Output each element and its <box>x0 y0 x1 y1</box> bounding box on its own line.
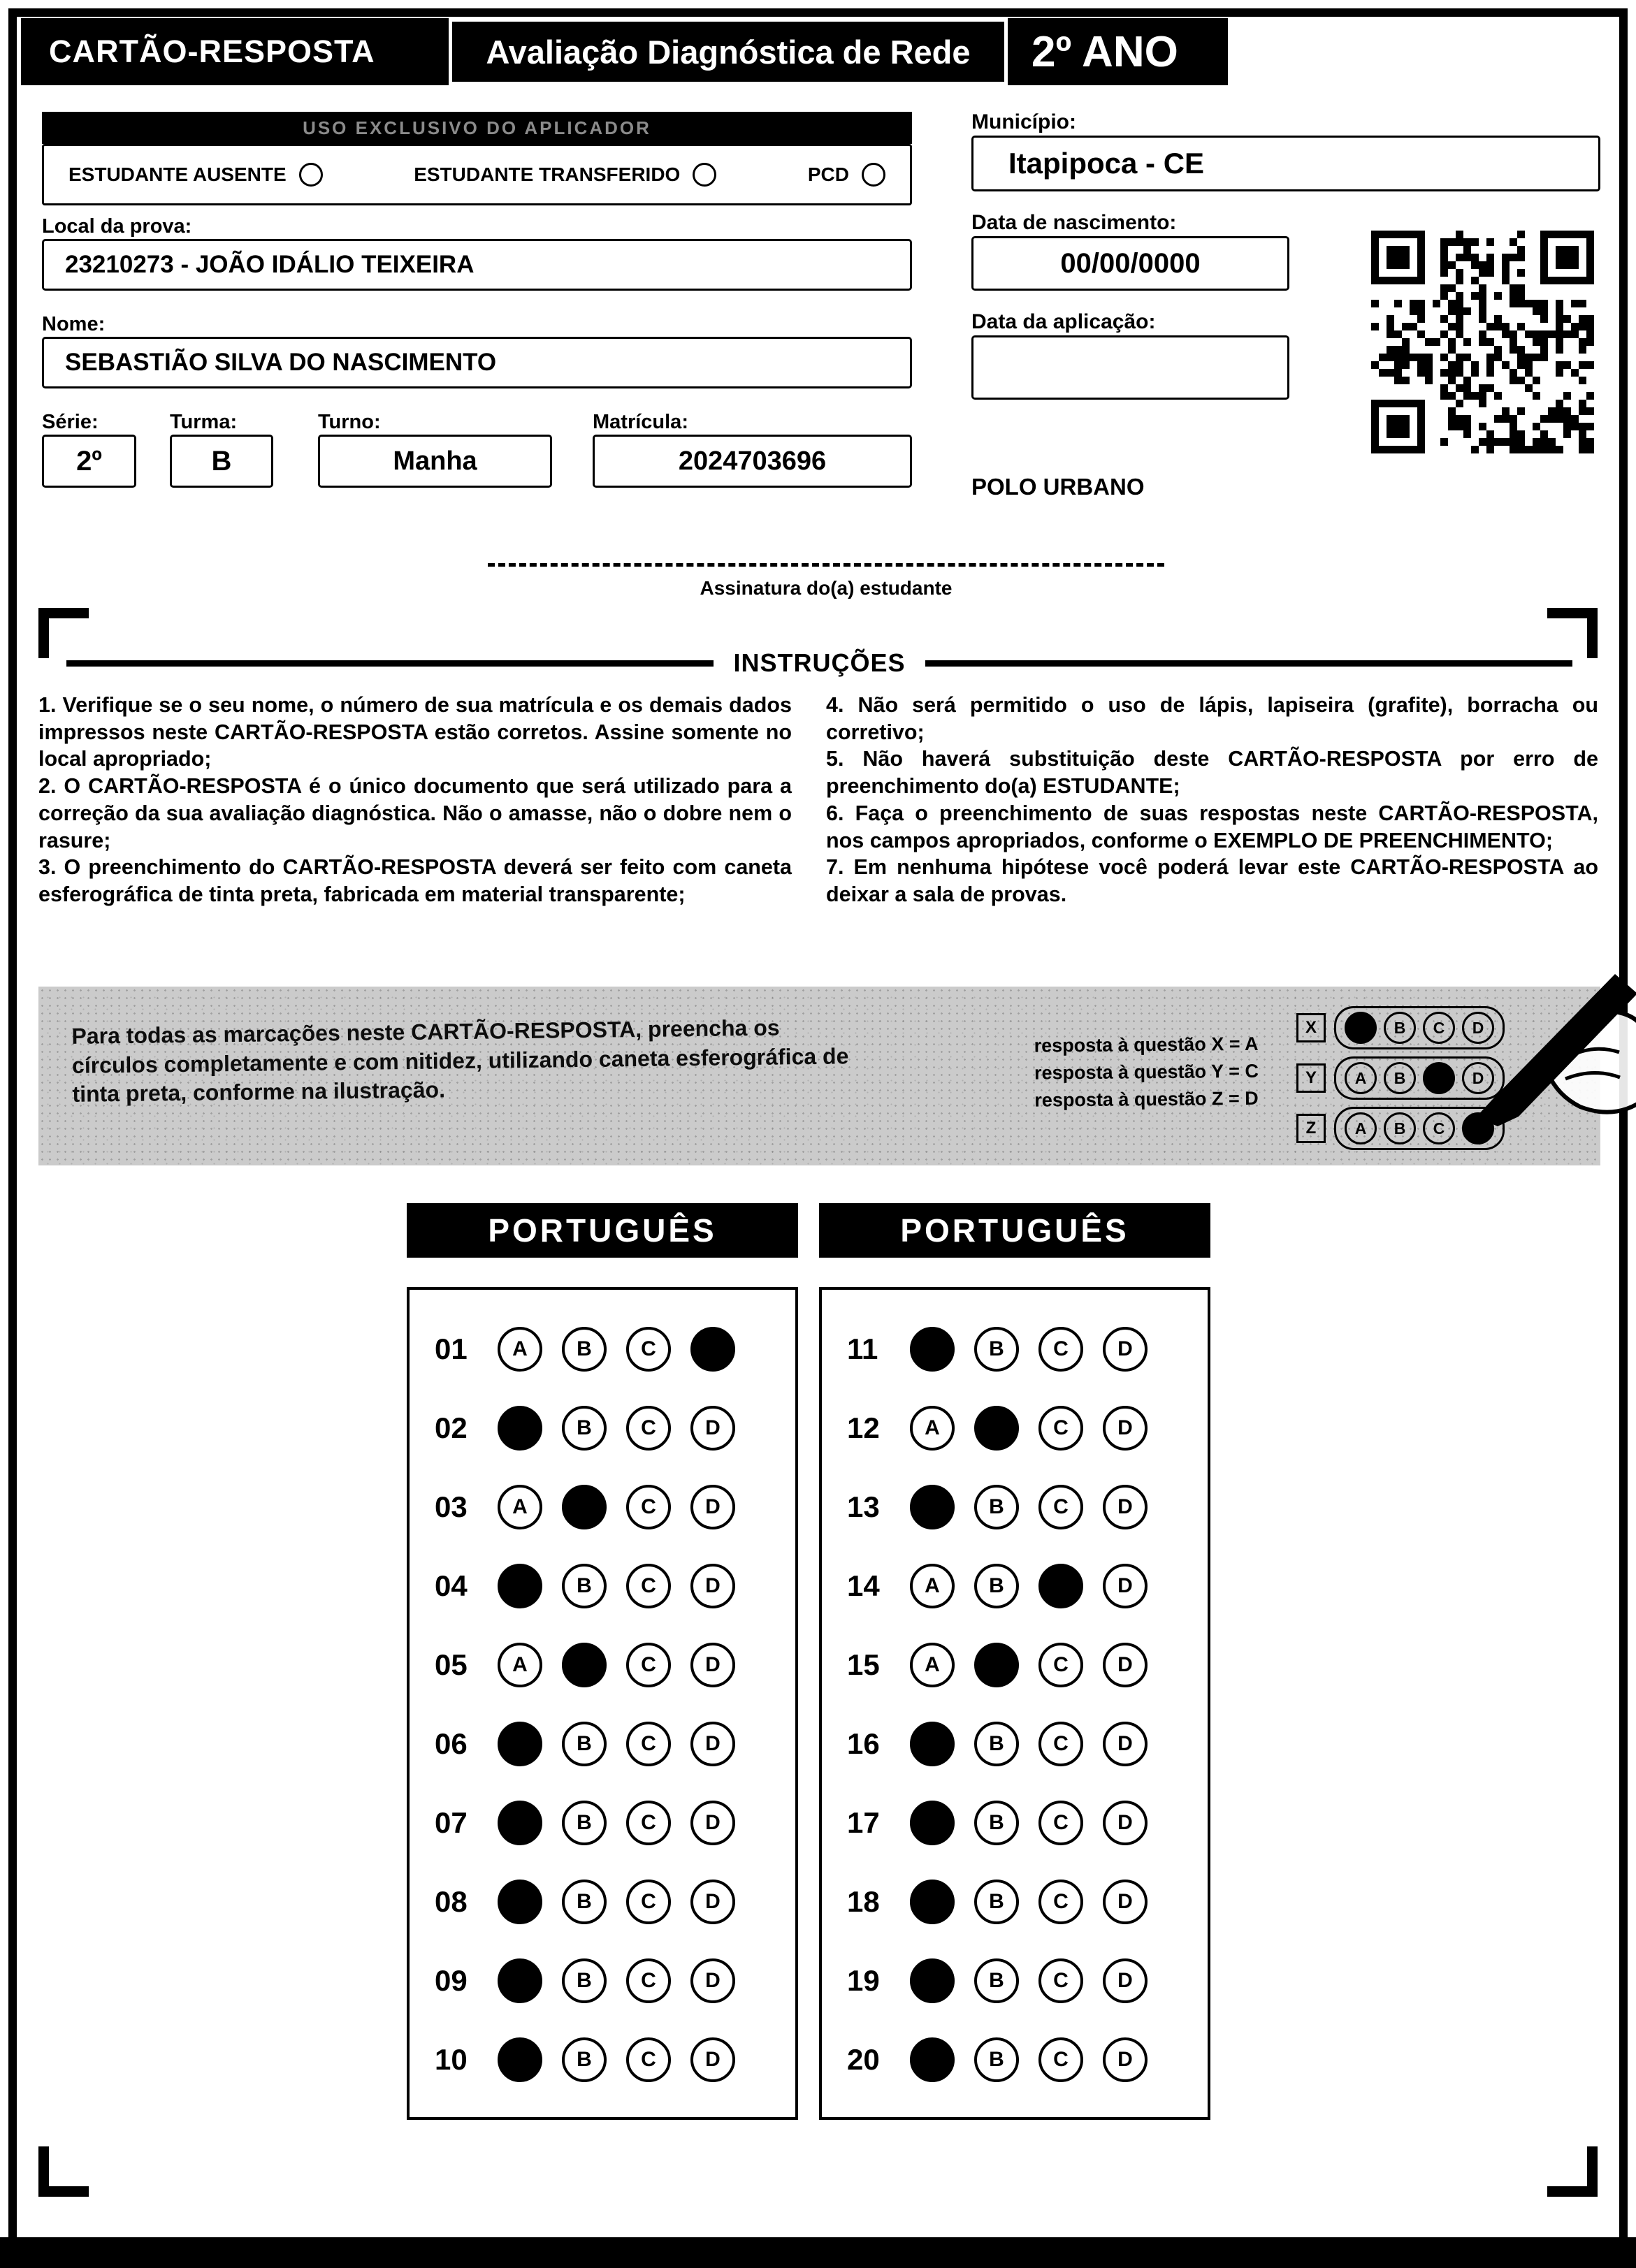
bubble-02-c[interactable]: C <box>626 1406 671 1451</box>
question-number: 15 <box>847 1648 880 1681</box>
turma-value: B <box>170 435 273 488</box>
checkbox-label: PCD <box>807 163 849 185</box>
example-row-label: X <box>1296 1013 1326 1042</box>
question-row-19 <box>847 1941 1208 2020</box>
grade-badge: 2º ANO <box>1008 18 1228 85</box>
bubble-04-b[interactable]: B <box>562 1564 607 1608</box>
bubble-01-b[interactable]: B <box>562 1327 607 1372</box>
question-row-14 <box>847 1546 1208 1625</box>
answer-column-1 <box>407 1203 798 2120</box>
subject-header-portugues: PORTUGUÊS <box>819 1203 1210 1258</box>
bubble-04-a[interactable] <box>498 1564 542 1608</box>
bubble-18-c[interactable]: C <box>1038 1880 1083 1924</box>
bubble-17-b[interactable]: B <box>974 1801 1019 1845</box>
question-number: 19 <box>847 1963 880 1997</box>
data-nascimento-value: 00/00/0000 <box>971 236 1289 291</box>
header <box>21 18 1228 85</box>
example-bubble-z-c: C <box>1423 1112 1455 1144</box>
bubble-09-c[interactable]: C <box>626 1958 671 2003</box>
bubble-03-d[interactable]: D <box>690 1485 735 1529</box>
bubble-11-c[interactable]: C <box>1038 1327 1083 1372</box>
bubble-05-a[interactable]: A <box>498 1643 542 1687</box>
bubble-13-c[interactable]: C <box>1038 1485 1083 1529</box>
question-number: 12 <box>847 1411 880 1444</box>
question-number: 03 <box>435 1490 468 1523</box>
question-number: 16 <box>847 1727 880 1760</box>
bubble-18-d[interactable]: D <box>1103 1880 1148 1924</box>
bubble-12-c[interactable]: C <box>1038 1406 1083 1451</box>
bubble-01-c[interactable]: C <box>626 1327 671 1372</box>
data-aplicacao-label: Data da aplicação: <box>971 310 1156 333</box>
applicator-section-title: USO EXCLUSIVO DO APLICADOR <box>42 112 912 144</box>
bubble-10-d[interactable]: D <box>690 2037 735 2082</box>
bubble-06-a[interactable] <box>498 1722 542 1766</box>
example-bubble-x-b: B <box>1384 1012 1416 1044</box>
bubble-13-a[interactable] <box>910 1485 955 1529</box>
example-bubble-y-d: D <box>1462 1062 1494 1094</box>
example-bubble-y-a: A <box>1345 1062 1377 1094</box>
bubble-15-a[interactable]: A <box>910 1643 955 1687</box>
bubble-17-d[interactable]: D <box>1103 1801 1148 1845</box>
question-row-20 <box>847 2020 1208 2099</box>
example-legend-line: resposta à questão Z = D <box>1034 1088 1259 1111</box>
answer-grid <box>819 1287 1210 2120</box>
turno-value: Manha <box>318 435 552 488</box>
bubble-07-d[interactable]: D <box>690 1801 735 1845</box>
bubble-19-c[interactable]: C <box>1038 1958 1083 2003</box>
example-bubble-z-b: B <box>1384 1112 1416 1144</box>
bubble-09-a[interactable] <box>498 1958 542 2003</box>
question-number: 18 <box>847 1884 880 1918</box>
bubble-12-a[interactable]: A <box>910 1406 955 1451</box>
registration-mark-bottom-left <box>38 2146 89 2197</box>
checkbox-circle-estudante-ausente[interactable] <box>299 163 323 187</box>
bubble-17-c[interactable]: C <box>1038 1801 1083 1845</box>
instruction-item: 3. O preenchimento do CARTÃO-RESPOSTA deverá ser feito com caneta esferográfica de tinta preta, fabricada em material transparente; <box>38 855 792 907</box>
bubble-12-b[interactable] <box>974 1406 1019 1451</box>
signature-label: Assinatura do(a) estudante <box>700 577 953 599</box>
question-number: 01 <box>435 1332 468 1365</box>
example-legend-line: resposta à questão Y = C <box>1034 1060 1259 1084</box>
local-da-prova-value: 23210273 - JOÃO IDÁLIO TEIXEIRA <box>42 239 912 291</box>
bubble-06-b[interactable]: B <box>562 1722 607 1766</box>
instruction-item: 7. Em nenhuma hipótese você poderá levar este CARTÃO-RESPOSTA ao deixar a sala de provas. <box>826 855 1598 907</box>
bubble-16-b[interactable]: B <box>974 1722 1019 1766</box>
bubble-20-b[interactable]: B <box>974 2037 1019 2082</box>
question-number: 10 <box>435 2042 468 2076</box>
question-row-01 <box>435 1309 795 1388</box>
bubble-16-a[interactable] <box>910 1722 955 1766</box>
bubble-03-a[interactable]: A <box>498 1485 542 1529</box>
bubble-05-b[interactable] <box>562 1643 607 1687</box>
bubble-09-d[interactable]: D <box>690 1958 735 2003</box>
instructions-rule-left <box>66 660 714 667</box>
example-bubble-x-d: D <box>1462 1012 1494 1044</box>
bubble-19-a[interactable] <box>910 1958 955 2003</box>
question-row-04 <box>435 1546 795 1625</box>
bubble-12-d[interactable]: D <box>1103 1406 1148 1451</box>
question-number: 14 <box>847 1569 880 1602</box>
question-number: 02 <box>435 1411 468 1444</box>
example-legend-line: resposta à questão X = A <box>1034 1033 1259 1056</box>
bubble-20-a[interactable] <box>910 2037 955 2082</box>
question-row-10 <box>435 2020 795 2099</box>
example-row-label: Y <box>1296 1063 1326 1093</box>
question-row-06 <box>435 1704 795 1783</box>
signature-line[interactable] <box>488 563 1164 567</box>
bubble-06-d[interactable]: D <box>690 1722 735 1766</box>
bubble-13-d[interactable]: D <box>1103 1485 1148 1529</box>
question-number: 08 <box>435 1884 468 1918</box>
checkbox-item-pcd <box>808 163 885 187</box>
instructions-left <box>38 692 792 908</box>
municipio-label: Município: <box>971 110 1076 133</box>
serie-value: 2º <box>42 435 136 488</box>
bubble-18-a[interactable] <box>910 1880 955 1924</box>
instruction-item: 2. O CARTÃO-RESPOSTA é o único documento que será utilizado para a correção da sua avaliação diagnóstica. Não o amasse, não o dobre nem o rasure; <box>38 774 792 852</box>
bubble-01-a[interactable]: A <box>498 1327 542 1372</box>
data-aplicacao-value <box>971 335 1289 400</box>
instruction-item: 6. Faça o preenchimento de suas respostas neste CARTÃO-RESPOSTA, nos campos apropriados, conforme o EXEMPLO DE PREENCHIMENTO; <box>826 801 1598 852</box>
example-legend <box>1034 1030 1293 1114</box>
bubble-10-a[interactable] <box>498 2037 542 2082</box>
bubble-19-b[interactable]: B <box>974 1958 1019 2003</box>
bubble-10-b[interactable]: B <box>562 2037 607 2082</box>
bubble-19-d[interactable]: D <box>1103 1958 1148 2003</box>
question-number: 17 <box>847 1805 880 1839</box>
bubble-15-b[interactable] <box>974 1643 1019 1687</box>
answer-grid <box>407 1287 798 2120</box>
question-row-08 <box>435 1862 795 1941</box>
answer-section <box>0 1203 1636 2125</box>
bubble-15-c[interactable]: C <box>1038 1643 1083 1687</box>
fill-instructions-text: Para todas as marcações neste CARTÃO-RESPOSTA, preencha os círculos completamente e com nitidez, utilizando caneta esferográfica de tinta preta, conforme na ilustração. <box>71 1015 849 1107</box>
bubble-09-b[interactable]: B <box>562 1958 607 2003</box>
bubble-18-b[interactable]: B <box>974 1880 1019 1924</box>
bubble-01-d[interactable] <box>690 1327 735 1372</box>
question-row-07 <box>435 1783 795 1862</box>
bubble-02-d[interactable]: D <box>690 1406 735 1451</box>
exam-title: Avaliação Diagnóstica de Rede <box>449 18 1008 85</box>
bubble-03-b[interactable] <box>562 1485 607 1529</box>
bubble-08-c[interactable]: C <box>626 1880 671 1924</box>
bubble-07-b[interactable]: B <box>562 1801 607 1845</box>
checkbox-label: ESTUDANTE AUSENTE <box>68 163 287 185</box>
question-row-02 <box>435 1388 795 1467</box>
pen-hand-illustration <box>1457 952 1636 1140</box>
question-row-11 <box>847 1309 1208 1388</box>
bubble-14-b[interactable]: B <box>974 1564 1019 1608</box>
instruction-item: 5. Não haverá substituição deste CARTÃO-RESPOSTA por erro de preenchimento do(a) ESTUDANTE; <box>826 747 1598 799</box>
checkbox-item-estudante-transferido <box>414 163 716 187</box>
instruction-item: 1. Verifique se o seu nome, o número de sua matrícula e os demais dados impressos neste CARTÃO-RESPOSTA estão corretos. Assine somente no local apropriado; <box>38 693 792 771</box>
question-row-05 <box>435 1625 795 1704</box>
municipio-value: Itapipoca - CE <box>971 136 1600 191</box>
bubble-02-b[interactable]: B <box>562 1406 607 1451</box>
question-row-09 <box>435 1941 795 2020</box>
serie-label: Série: <box>42 411 99 433</box>
bubble-13-b[interactable]: B <box>974 1485 1019 1529</box>
bubble-08-b[interactable]: B <box>562 1880 607 1924</box>
bubble-08-d[interactable]: D <box>690 1880 735 1924</box>
question-row-12 <box>847 1388 1208 1467</box>
bubble-15-d[interactable]: D <box>1103 1643 1148 1687</box>
matricula-value: 2024703696 <box>593 435 912 488</box>
bubble-07-c[interactable]: C <box>626 1801 671 1845</box>
checkbox-item-estudante-ausente <box>68 163 323 187</box>
bubble-17-a[interactable] <box>910 1801 955 1845</box>
bubble-11-b[interactable]: B <box>974 1327 1019 1372</box>
bubble-08-a[interactable] <box>498 1880 542 1924</box>
local-da-prova-label: Local da prova: <box>42 215 192 238</box>
question-number: 20 <box>847 2042 880 2076</box>
fill-example-band <box>38 987 1600 1165</box>
question-number: 04 <box>435 1569 468 1602</box>
bubble-20-c[interactable]: C <box>1038 2037 1083 2082</box>
qr-code <box>1371 231 1594 453</box>
bubble-16-c[interactable]: C <box>1038 1722 1083 1766</box>
example-bubble-x-a <box>1345 1012 1377 1044</box>
data-nascimento-label: Data de nascimento: <box>971 211 1177 234</box>
card-title: CARTÃO-RESPOSTA <box>21 18 449 85</box>
matricula-label: Matrícula: <box>593 411 688 433</box>
question-number: 05 <box>435 1648 468 1681</box>
instructions-rule-right <box>925 660 1572 667</box>
example-row-label: Z <box>1296 1114 1326 1143</box>
bubble-16-d[interactable]: D <box>1103 1722 1148 1766</box>
question-row-16 <box>847 1704 1208 1783</box>
example-bubble-y-c <box>1423 1062 1455 1094</box>
bubble-03-c[interactable]: C <box>626 1485 671 1529</box>
bubble-20-d[interactable]: D <box>1103 2037 1148 2082</box>
checkbox-circle-estudante-transferido[interactable] <box>693 163 716 187</box>
bubble-04-d[interactable]: D <box>690 1564 735 1608</box>
question-row-17 <box>847 1783 1208 1862</box>
question-number: 07 <box>435 1805 468 1839</box>
bubble-11-a[interactable] <box>910 1327 955 1372</box>
checkbox-circle-pcd[interactable] <box>862 163 885 187</box>
bubble-07-a[interactable] <box>498 1801 542 1845</box>
bubble-14-c[interactable] <box>1038 1564 1083 1608</box>
instruction-item: 4. Não será permitido o uso de lápis, lapiseira (grafite), borracha ou corretivo; <box>826 693 1598 744</box>
nome-value: SEBASTIÃO SILVA DO NASCIMENTO <box>42 337 912 388</box>
subject-header-portugues: PORTUGUÊS <box>407 1203 798 1258</box>
nome-label: Nome: <box>42 313 106 335</box>
question-row-03 <box>435 1467 795 1546</box>
instructions-right <box>826 692 1598 908</box>
bubble-11-d[interactable]: D <box>1103 1327 1148 1372</box>
question-row-13 <box>847 1467 1208 1546</box>
page-border-bottom <box>0 2237 1636 2268</box>
bubble-14-d[interactable]: D <box>1103 1564 1148 1608</box>
bubble-06-c[interactable]: C <box>626 1722 671 1766</box>
question-row-15 <box>847 1625 1208 1704</box>
instructions-title: INSTRUÇÕES <box>733 648 906 677</box>
bubble-10-c[interactable]: C <box>626 2037 671 2082</box>
question-number: 09 <box>435 1963 468 1997</box>
example-bubble-z-a: A <box>1345 1112 1377 1144</box>
bubble-14-a[interactable]: A <box>910 1564 955 1608</box>
turno-label: Turno: <box>318 411 381 433</box>
answer-column-2 <box>819 1203 1210 2120</box>
turma-label: Turma: <box>170 411 238 433</box>
instructions-header <box>38 648 1600 678</box>
page-border-top <box>8 8 1628 17</box>
registration-mark-bottom-right <box>1547 2146 1598 2197</box>
question-number: 13 <box>847 1490 880 1523</box>
bubble-02-a[interactable] <box>498 1406 542 1451</box>
example-bubble-x-c: C <box>1423 1012 1455 1044</box>
bubble-05-d[interactable]: D <box>690 1643 735 1687</box>
bubble-04-c[interactable]: C <box>626 1564 671 1608</box>
bubble-05-c[interactable]: C <box>626 1643 671 1687</box>
applicator-checkboxes <box>42 144 912 205</box>
checkbox-label: ESTUDANTE TRANSFERIDO <box>414 163 681 185</box>
question-number: 06 <box>435 1727 468 1760</box>
question-number: 11 <box>847 1332 878 1365</box>
example-bubble-y-b: B <box>1384 1062 1416 1094</box>
polo-urbano-text: POLO URBANO <box>971 474 1145 500</box>
question-row-18 <box>847 1862 1208 1941</box>
